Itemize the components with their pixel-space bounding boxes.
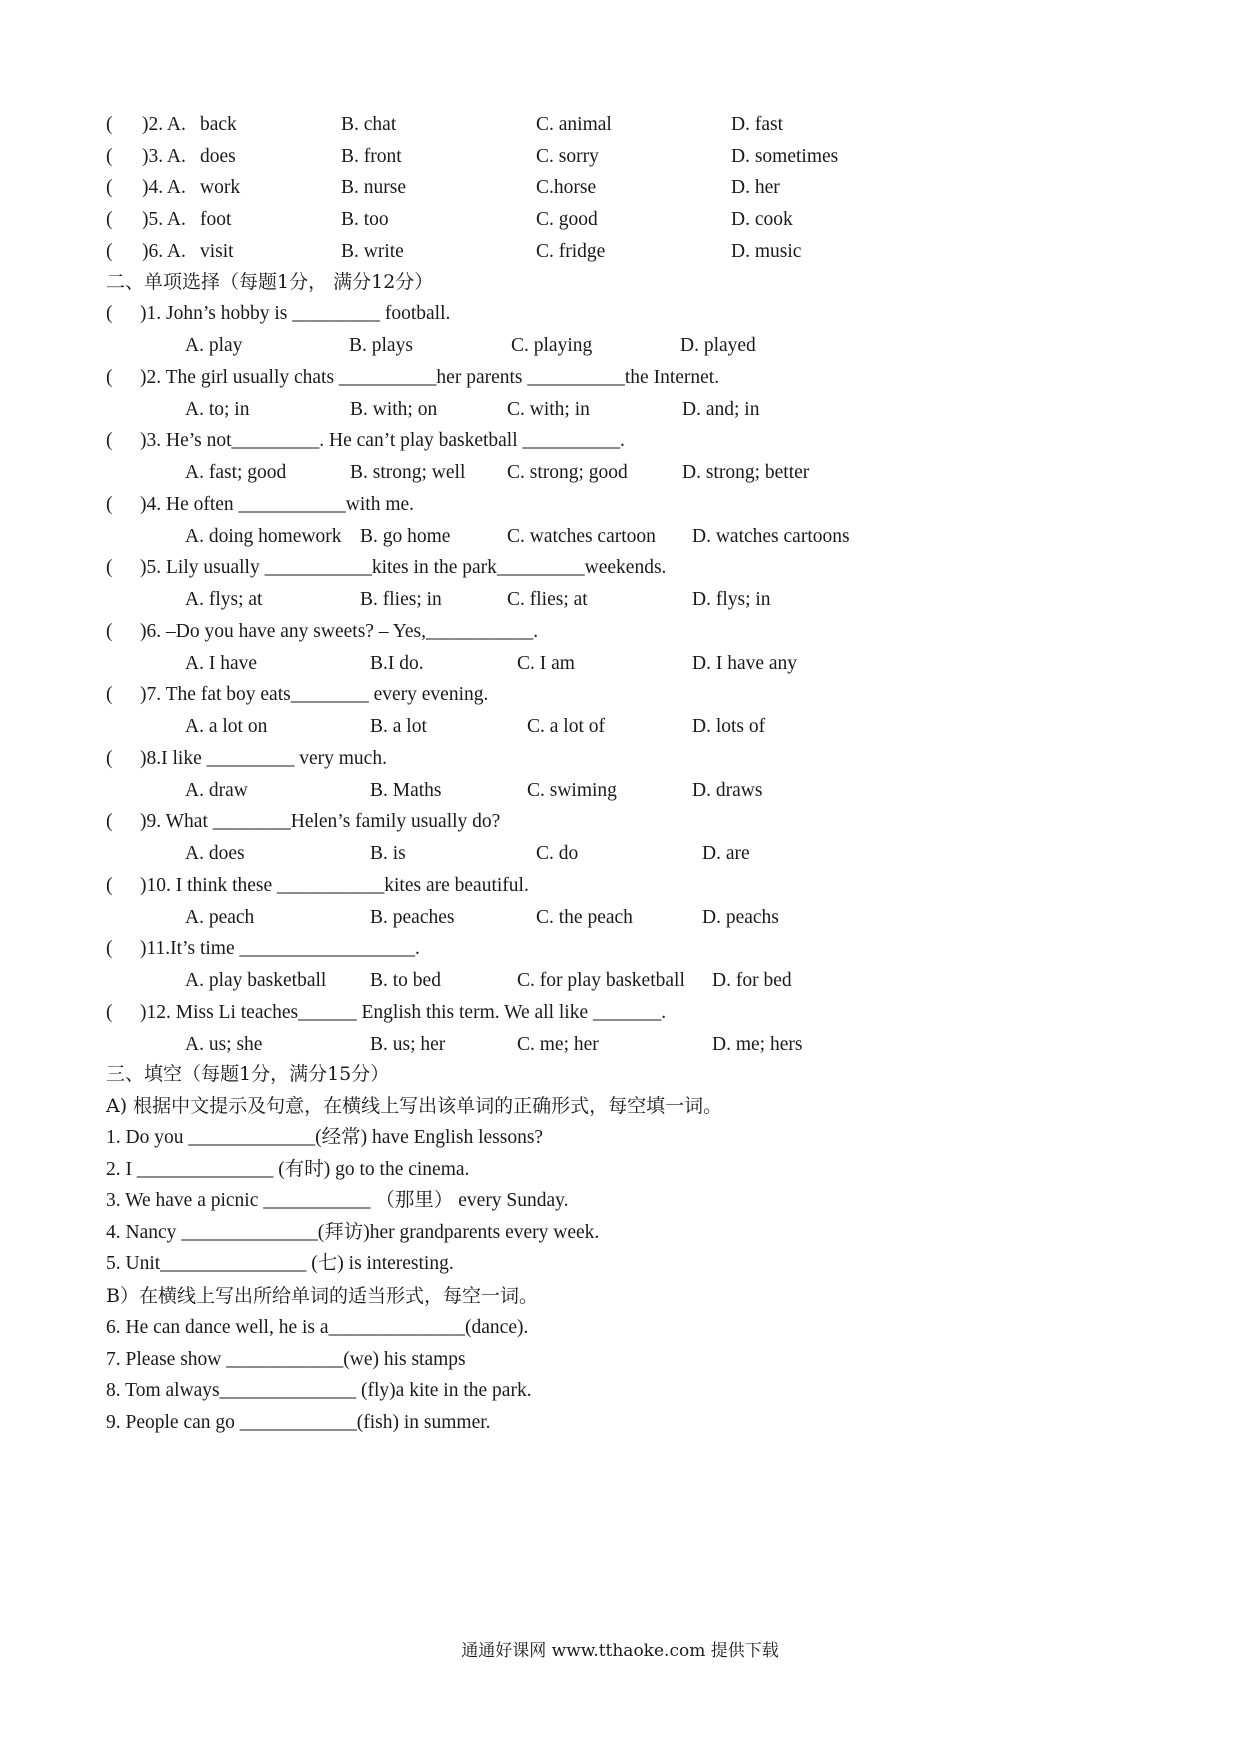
option-c: C. good [536, 209, 598, 231]
option-b: B. a lot [370, 716, 427, 737]
option-d: D. lots of [692, 716, 766, 737]
mc-options [0, 330, 1240, 362]
answer-bracket: ( [106, 620, 113, 642]
question-text: )8.I like _________ very much. [140, 747, 387, 769]
fill-item [0, 1217, 1240, 1249]
option-d: D. for bed [712, 970, 792, 991]
mc-options [0, 902, 1240, 934]
option-c: C. swiming [527, 779, 617, 801]
fill-item [0, 1312, 1240, 1344]
option-d: D. cook [731, 209, 793, 231]
fill-item-text: 7. Please show ____________(we) his stamps [106, 1348, 466, 1370]
mc-options [0, 965, 1240, 997]
mc-options [0, 1029, 1240, 1061]
mc-question [0, 616, 1240, 648]
pronunciation-item [0, 236, 1240, 268]
option-c: C. for play basketball [517, 970, 685, 991]
section3-heading [0, 1058, 1240, 1090]
answer-bracket: ( [106, 557, 113, 578]
option-a: A. play [185, 335, 243, 356]
option-a: A. fast; good [185, 462, 287, 483]
fill-item-text: 1. Do you _____________(经常) have English lessons? [106, 1127, 544, 1148]
pronunciation-item [0, 204, 1240, 236]
answer-bracket: ( [106, 684, 113, 705]
question-number: )6. A. [142, 240, 186, 262]
option-d: D. watches cartoons [692, 525, 850, 547]
option-b: B. strong; well [350, 462, 466, 483]
question-text: )3. He’s not_________. He can’t play basketball __________. [140, 430, 625, 451]
option-d: D. and; in [682, 398, 760, 420]
option-c: C. with; in [507, 398, 590, 420]
fill-item [0, 1375, 1240, 1407]
question-number: )2. A. [142, 114, 186, 135]
answer-bracket: ( [106, 493, 113, 515]
mc-question [0, 870, 1240, 902]
section3-part-b-instruction [0, 1280, 1240, 1312]
question-text: )5. Lily usually ___________kites in the park_________weekends. [140, 557, 667, 578]
section2-heading [0, 266, 1240, 298]
answer-bracket: ( [106, 177, 113, 199]
answer-bracket: ( [106, 145, 113, 167]
fill-item [0, 1154, 1240, 1186]
option-a: visit [200, 240, 234, 262]
option-c: C. watches cartoon [507, 525, 656, 547]
option-c: C. playing [511, 335, 593, 356]
section3-part-a-instruction [0, 1090, 1240, 1122]
pronunciation-item [0, 141, 1240, 173]
answer-bracket: ( [106, 303, 113, 324]
answer-bracket: ( [106, 240, 113, 262]
answer-bracket: ( [106, 366, 113, 388]
fill-item-text: 6. He can dance well, he is a______________(dance). [106, 1317, 529, 1338]
fill-item [0, 1407, 1240, 1439]
option-d: D. I have any [692, 652, 798, 674]
footer-watermark: 通通好课网 www.tthaoke.com 提供下载 [461, 1641, 779, 1661]
option-d: D. peachs [702, 906, 779, 928]
mc-options [0, 521, 1240, 553]
mc-question [0, 806, 1240, 838]
option-b: B. with; on [350, 398, 438, 420]
fill-item [0, 1122, 1240, 1154]
option-a: A. does [185, 843, 245, 864]
option-b: B.I do. [370, 652, 424, 674]
mc-question [0, 298, 1240, 330]
option-c: C. a lot of [527, 716, 605, 737]
mc-options [0, 711, 1240, 743]
mc-options [0, 457, 1240, 489]
option-c: C. sorry [536, 145, 599, 167]
option-b: B. is [370, 843, 406, 864]
fill-item-text: 8. Tom always______________ (fly)a kite in the park. [106, 1380, 532, 1402]
option-a: A. to; in [185, 398, 250, 420]
fill-item [0, 1185, 1240, 1217]
option-b: B. peaches [370, 906, 455, 928]
section2-heading-text: 二、单项选择（每题1分， 满分12分） [106, 271, 434, 293]
option-b: B. chat [341, 114, 397, 135]
option-c: C. the peach [536, 906, 633, 928]
pronunciation-item [0, 172, 1240, 204]
option-c: C. me; her [517, 1033, 599, 1055]
option-a: A. doing homework [185, 525, 342, 547]
answer-bracket: ( [106, 747, 113, 769]
question-number: )3. A. [142, 145, 186, 167]
section3-heading-text: 三、填空（每题1分，满分15分） [106, 1063, 390, 1085]
option-a: A. peach [185, 906, 255, 928]
mc-question [0, 362, 1240, 394]
option-c: C. do [536, 843, 579, 864]
mc-question [0, 933, 1240, 965]
fill-item [0, 1248, 1240, 1280]
answer-bracket: ( [106, 430, 113, 451]
option-b: B. plays [349, 335, 413, 356]
question-text: )10. I think these ___________kites are beautiful. [140, 874, 529, 896]
question-text: )4. He often ___________with me. [140, 493, 415, 515]
answer-bracket: ( [106, 1001, 113, 1023]
mc-question [0, 743, 1240, 775]
option-c: C. flies; at [507, 589, 588, 610]
option-b: B. front [341, 145, 402, 167]
option-b: B. write [341, 240, 404, 262]
option-b: B. to bed [370, 970, 441, 991]
option-a: work [200, 177, 241, 199]
mc-options [0, 648, 1240, 680]
option-d: D. strong; better [682, 462, 810, 483]
question-text: )1. John’s hobby is _________ football. [140, 303, 451, 324]
answer-bracket: ( [106, 114, 113, 135]
option-b: B. Maths [370, 779, 442, 801]
mc-question [0, 679, 1240, 711]
option-b: B. us; her [370, 1033, 446, 1055]
option-a: foot [200, 209, 232, 231]
option-d: D. music [731, 240, 802, 262]
question-number: )4. A. [142, 177, 186, 199]
mc-options [0, 584, 1240, 616]
option-c: C. fridge [536, 240, 606, 262]
mc-question [0, 489, 1240, 521]
option-d: D. flys; in [692, 589, 771, 610]
fill-item-text: 4. Nancy ______________(拜访)her grandparents every week. [106, 1221, 600, 1243]
option-d: D. played [680, 335, 756, 356]
option-c: C. I am [517, 652, 575, 674]
question-text: )12. Miss Li teaches______ English this term. We all like _______. [140, 1001, 667, 1023]
option-d: D. draws [692, 779, 763, 801]
option-d: D. sometimes [731, 145, 839, 167]
answer-bracket: ( [106, 938, 113, 959]
part-a-text: A) 根据中文提示及句意，在横线上写出该单词的正确形式，每空填一词。 [106, 1095, 723, 1117]
mc-options [0, 838, 1240, 870]
option-d: D. me; hers [712, 1033, 803, 1055]
mc-options [0, 775, 1240, 807]
option-a: A. I have [185, 652, 258, 674]
fill-item-text: 2. I ______________ (有时) go to the cinema. [106, 1158, 470, 1180]
part-b-text: B）在横线上写出所给单词的适当形式，每空一词。 [106, 1285, 538, 1307]
question-number: )5. A. [142, 209, 186, 231]
option-b: B. flies; in [360, 589, 442, 610]
option-a: A. flys; at [185, 589, 263, 610]
fill-item [0, 1344, 1240, 1376]
option-a: A. play basketball [185, 970, 327, 991]
option-b: B. nurse [341, 177, 406, 199]
option-d: D. her [731, 177, 780, 199]
question-text: )6. –Do you have any sweets? – Yes,___________. [140, 620, 539, 642]
option-b: B. go home [360, 525, 451, 547]
fill-item-text: 9. People can go ____________(fish) in summer. [106, 1411, 491, 1433]
mc-question [0, 997, 1240, 1029]
option-a: back [200, 114, 237, 135]
answer-bracket: ( [106, 874, 113, 896]
question-text: )2. The girl usually chats __________her parents __________the Internet. [140, 366, 720, 388]
question-text: )9. What ________Helen’s family usually do? [140, 811, 501, 832]
option-a: A. us; she [185, 1033, 263, 1055]
option-b: B. too [341, 209, 389, 231]
question-text: )11.It’s time __________________. [140, 938, 420, 959]
option-a: does [200, 145, 236, 167]
mc-question [0, 425, 1240, 457]
fill-item-text: 3. We have a picnic ___________ （那里） every Sunday. [106, 1190, 569, 1212]
question-text: )7. The fat boy eats________ every evening. [140, 684, 489, 705]
option-d: D. fast [731, 114, 783, 135]
option-c: C. strong; good [507, 462, 628, 483]
fill-item-text: 5. Unit_______________ (七) is interesting. [106, 1253, 454, 1275]
answer-bracket: ( [106, 811, 113, 832]
answer-bracket: ( [106, 209, 113, 231]
pronunciation-item [0, 109, 1240, 141]
mc-question [0, 552, 1240, 584]
option-a: A. a lot on [185, 716, 268, 737]
mc-options [0, 394, 1240, 426]
option-d: D. are [702, 843, 750, 864]
option-c: C.horse [536, 177, 597, 199]
option-a: A. draw [185, 779, 248, 801]
option-c: C. animal [536, 114, 612, 135]
